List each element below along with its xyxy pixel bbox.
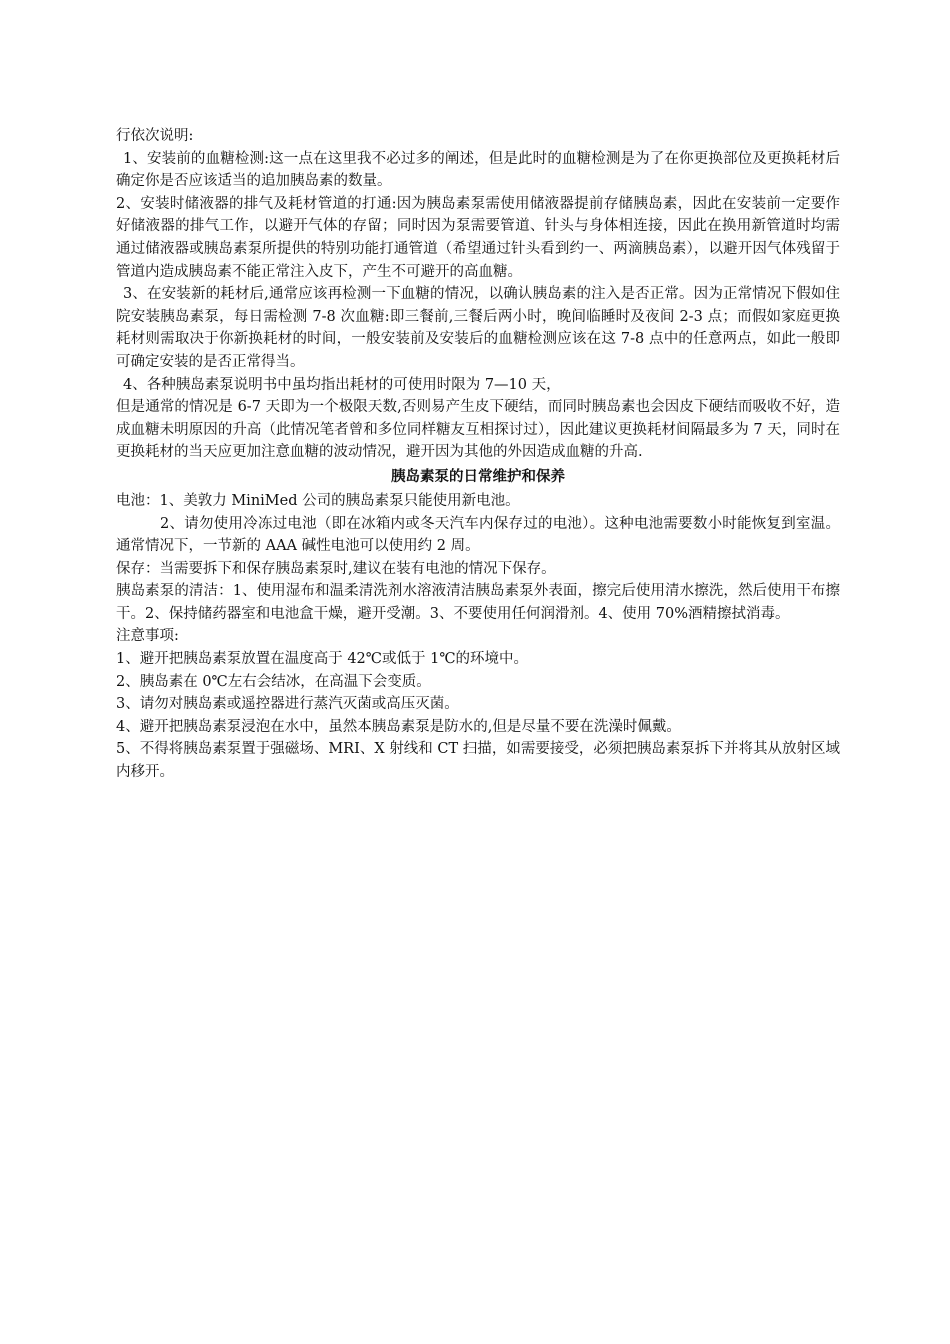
- note-item-2: 2、胰岛素在 0℃左右会结冰，在高温下会变质。: [116, 673, 431, 690]
- step-3-paragraph: 3、在安装新的耗材后,通常应该再检测一下血糖的情况，以确认胰岛素的注入是否正常。因为正常情况下假如住院安装胰岛素泵，每日需检测 7-8 次血糖:即三餐前,三餐后两小时，晚间临睡时及夜间 2-3 点；而假如家庭更换耗材则需取决于你新换耗材的时间，一般安装前及安装后的血糖检测应该在这 7-8 点中的任意两点，如此一般即可确定安装的是否正常得当。: [116, 286, 840, 370]
- step-2-paragraph: 2、安装时储液器的排气及耗材管道的打通:因为胰岛素泵需使用储液器提前存储胰岛素，因此在安装前一定要作好储液器的排气工作，以避开气体的存留；同时因为泵需要管道、针头与身体相连接，因此在换用新管道时均需通过储液器或胰岛素泵所提供的特别功能打通管道（希望通过针头看到约一、两滴胰岛素），以避开因气体残留于管道内造成胰岛素不能正常注入皮下，产生不可避开的高血糖。: [116, 195, 840, 280]
- battery-line-2: 2、请勿使用冷冻过电池（即在冰箱内或冬天汽车内保存过的电池）。这种电池需要数小时能恢复到室温。通常情况下，一节新的 AAA 碱性电池可以使用约 2 周。: [116, 515, 840, 555]
- intro-text: 行依次说明:: [116, 128, 194, 144]
- storage-paragraph: 保存：当需要拆下和保存胰岛素泵时,建议在装有电池的情况下保存。: [116, 560, 556, 577]
- cleaning-paragraph: 胰岛素泵的清洁：1、使用湿布和温柔清洗剂水溶液清洁胰岛素泵外表面，擦完后使用清水擦洗，然后使用干布擦干。2、保持储药器室和电池盒干燥，避开受潮。3、不要使用任何润滑剂。4、使用 70%酒精擦拭消毒。: [116, 583, 840, 622]
- note-item-3: 3、请勿对胰岛素或遥控器进行蒸汽灭菌或高压灭菌。: [116, 696, 459, 713]
- battery-line-1: 电池：1、美敦力 MiniMed 公司的胰岛素泵只能使用新电池。: [116, 492, 520, 509]
- step-4-paragraph: 4、各种胰岛素泵说明书中虽均指出耗材的可使用时限为 7—10 天，: [123, 376, 561, 393]
- notes-title: 注意事项:: [116, 628, 179, 645]
- note-item-5: 5、不得将胰岛素泵置于强磁场、MRI、X 射线和 CT 扫描，如需要接受，必须把胰岛素泵拆下并将其从放射区域内移开。: [116, 741, 840, 781]
- step-4-continuation-paragraph: 但是通常的情况是 6-7 天即为一个极限天数,否则易产生皮下硬结，而同时胰岛素也会因皮下硬结而吸收不好，造成血糖未明原因的升高（此情况笔者曾和多位同样糖友互相探讨过），因此建议更换耗材间隔最多为 7 天，同时在更换耗材的当天应更加注意血糖的波动情况，避开因为其他的外因造成血糖的升高.: [116, 399, 840, 461]
- step-1-paragraph: 1、安装前的血糖检测:这一点在这里我不必过多的阐述，但是此时的血糖检测是为了在你更换部位及更换耗材后确定你是否应该适当的追加胰岛素的数量。: [116, 150, 840, 190]
- section-title: 胰岛素泵的日常维护和保养: [391, 468, 565, 485]
- note-item-4: 4、避开把胰岛素泵浸泡在水中，虽然本胰岛素泵是防水的,但是尽量不要在洗澡时佩戴。: [116, 718, 681, 735]
- document-page: [116, 125, 840, 784]
- note-item-1: 1、避开把胰岛素泵放置在温度高于 42℃或低于 1℃的环境中。: [116, 651, 529, 668]
